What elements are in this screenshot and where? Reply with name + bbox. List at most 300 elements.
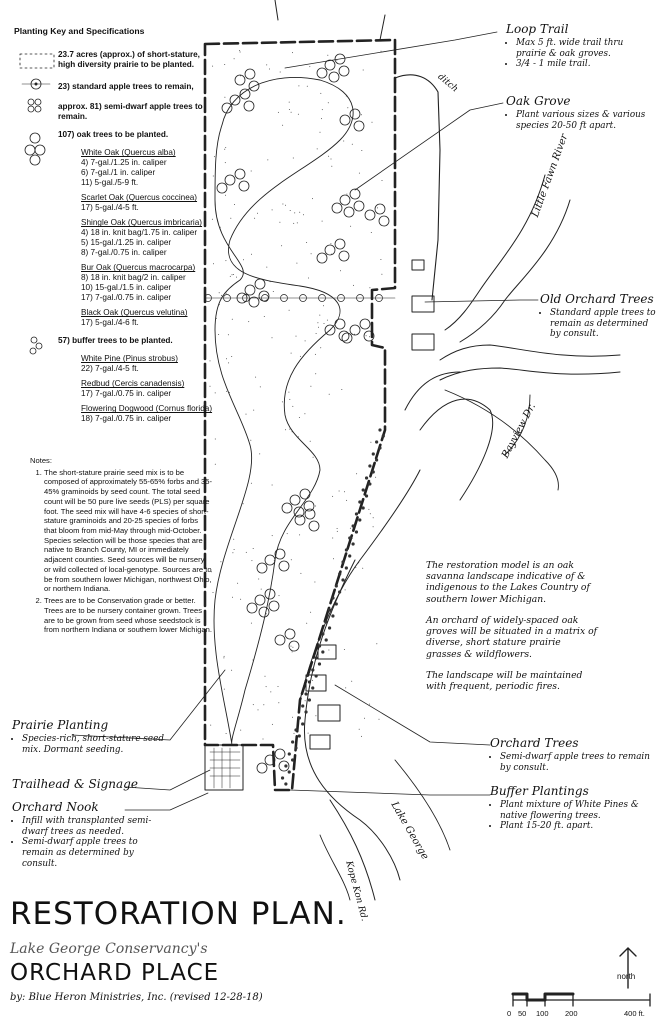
prairie-stipple xyxy=(299,417,300,418)
prairie-stipple xyxy=(231,356,232,357)
river-label: Little Fawn River xyxy=(530,132,571,219)
road-bayview-label: Bayview Dr. xyxy=(500,401,539,461)
oak-tree-symbol xyxy=(350,109,360,119)
prairie-stipple xyxy=(292,651,293,652)
prairie-stipple xyxy=(210,725,211,726)
leader-loop-trail xyxy=(285,32,497,68)
oak-tree-symbol xyxy=(282,503,292,513)
species-spec: 18) 7-gal./0.75 in. caliper xyxy=(81,414,172,424)
buffer-tree-symbol xyxy=(318,644,321,647)
buffer-tree-symbol xyxy=(368,464,371,467)
prairie-stipple xyxy=(268,296,269,297)
buffer-tree-symbol xyxy=(382,434,385,437)
prairie-stipple xyxy=(320,132,321,133)
prairie-stipple xyxy=(269,69,270,70)
key-apple-semi: approx. 81) semi-dwarf apple trees to remain. xyxy=(58,102,203,122)
prairie-stipple xyxy=(221,295,222,296)
prairie-stipple xyxy=(243,503,244,504)
prairie-stipple xyxy=(310,441,311,442)
ditch-label: ditch xyxy=(435,72,460,95)
species-spec: 4) 18 in. knit bag/1.75 in. caliper xyxy=(81,228,198,238)
species-name: Black Oak (Quercus velutina) xyxy=(81,308,188,318)
prairie-stipple xyxy=(289,310,290,311)
buffer-tree-symbol xyxy=(288,752,291,755)
oak-tree-symbol xyxy=(339,66,349,76)
prairie-stipple xyxy=(370,513,371,514)
description-paragraph: An orchard of widely-spaced oak groves will be situated in a matrix of diverse, short stature prairie grasses & wildflowers. xyxy=(426,614,597,660)
prairie-stipple xyxy=(296,336,297,337)
prairie-stipple xyxy=(350,528,351,529)
prairie-stipple xyxy=(307,86,308,87)
buffer-tree-symbol xyxy=(352,524,355,527)
prairie-stipple xyxy=(274,560,275,561)
oak-species-list xyxy=(14,148,204,328)
prairie-stipple xyxy=(225,162,226,163)
prairie-stipple xyxy=(368,548,369,549)
callout-item: • Semi-dwarf apple trees to remain by consult. xyxy=(500,752,650,773)
buffer-tree-symbol xyxy=(351,542,354,545)
ditch-line xyxy=(395,75,440,300)
prairie-stipple xyxy=(279,222,280,223)
key-buffer-total: 57) buffer trees to be planted. xyxy=(58,336,173,346)
species-name: White Pine (Pinus strobus) xyxy=(81,354,178,364)
prairie-stipple xyxy=(289,429,290,430)
prairie-stipple xyxy=(214,156,215,157)
callout-title: Oak Grove xyxy=(506,94,571,108)
planting-key xyxy=(14,26,213,429)
prairie-stipple xyxy=(211,298,212,299)
prairie-stipple xyxy=(315,354,316,355)
callout-item: • Species-rich, short-stature seed mix. Dormant seeding. xyxy=(22,734,182,755)
prairie-stipple xyxy=(313,457,314,458)
property-boundary xyxy=(205,40,395,790)
prairie-stipple xyxy=(328,102,329,103)
oak-tree-symbol xyxy=(317,253,327,263)
prairie-stipple xyxy=(376,643,377,644)
prairie-stipple xyxy=(237,583,238,584)
prairie-stipple xyxy=(263,704,264,705)
callout-title: Trailhead & Signage xyxy=(12,777,138,791)
oak-tree-symbol xyxy=(289,641,299,651)
prairie-stipple xyxy=(332,538,333,539)
prairie-stipple xyxy=(218,334,219,335)
prairie-stipple xyxy=(287,533,288,534)
prairie-stipple xyxy=(354,334,355,335)
scale-tick-400: 400 ft. xyxy=(624,1009,645,1018)
prairie-stipple xyxy=(292,717,293,718)
prairie-stipple xyxy=(219,292,220,293)
oak-tree-symbol xyxy=(332,203,342,213)
prairie-stipple xyxy=(265,676,266,677)
buffer-tree-symbol xyxy=(341,578,344,581)
prairie-stipple xyxy=(346,194,347,195)
oak-tree-symbol xyxy=(325,245,335,255)
prairie-stipple xyxy=(224,656,225,657)
prairie-stipple xyxy=(350,226,351,227)
prairie-stipple xyxy=(278,686,279,687)
prairie-stipple xyxy=(324,323,325,324)
prairie-stipple xyxy=(363,70,364,71)
species-spec: 10) 15-gal./1.5 in. caliper xyxy=(81,283,172,293)
buffer-tree-symbol xyxy=(362,488,365,491)
species-spec: 11) 5-gal./5-9 ft. xyxy=(81,178,139,188)
oak-tree-symbol xyxy=(354,201,364,211)
scale-tick-100: 100 xyxy=(536,1009,549,1018)
oak-tree-symbol xyxy=(225,175,235,185)
notes-heading: Notes: xyxy=(30,456,52,465)
prairie-stipple xyxy=(315,506,316,507)
north-arrow xyxy=(620,948,636,988)
prairie-stipple xyxy=(251,254,252,255)
prairie-stipple xyxy=(328,650,329,651)
prairie-stipple xyxy=(270,281,271,282)
prairie-stipple xyxy=(369,336,370,337)
prairie-stipple xyxy=(289,628,290,629)
oak-species xyxy=(81,193,204,213)
prairie-stipple xyxy=(215,464,216,465)
buffer-tree-symbol xyxy=(291,740,294,743)
prairie-stipple xyxy=(293,223,294,224)
prairie-stipple xyxy=(346,500,347,501)
prairie-stipple xyxy=(321,118,322,119)
plan-title: RESTORATION PLAN. xyxy=(10,896,347,932)
note-1: 1. The short-stature prairie seed mix is to be composed of approximately 55-65% forbs and 35-45% graminoids by seed count. The total seed count will be 50 pure live seeds (PLS) per square foot. The seed mix will have 4-6 species of short-stature graminoids and 20-25 species of forbs that bloom from mid-May through mid-October. Species selection will be those species that are native to Branch County, MI or immediately adjacent counties. Seed sources will be nursery or wild collected of local-genotype. Sources are to be from southern lower Michigan, northwest Ohio, or northern Indiana. xyxy=(44,468,212,594)
prairie-stipple xyxy=(266,613,267,614)
buffer-species xyxy=(81,404,213,424)
prairie-stipple xyxy=(292,52,293,53)
prairie-stipple xyxy=(333,558,334,559)
buffer-species xyxy=(81,354,204,374)
species-spec: 6) 7-gal./1 in. caliper xyxy=(81,168,156,178)
buffer-tree-symbol xyxy=(321,632,324,635)
scale-tick-200: 200 xyxy=(565,1009,578,1018)
prairie-stipple xyxy=(382,180,383,181)
prairie-stipple xyxy=(292,431,293,432)
oak-tree-symbol xyxy=(309,521,319,531)
buffer-tree-symbol xyxy=(331,614,334,617)
prairie-stipple xyxy=(320,93,321,94)
plan-byline: by: Blue Heron Ministries, Inc. (revised 12-28-18) xyxy=(10,992,263,1003)
buffer-tree-symbol xyxy=(298,734,301,737)
oak-tree-symbol xyxy=(340,115,350,125)
buffer-tree-symbol xyxy=(281,776,284,779)
callout-buffer-plantings xyxy=(490,784,650,832)
north-label: north xyxy=(617,972,636,981)
prairie-stipple xyxy=(293,158,294,159)
prairie-stipple xyxy=(285,429,286,430)
river xyxy=(440,345,620,380)
leader-buffer xyxy=(290,790,490,795)
prairie-stipple xyxy=(298,114,299,115)
prairie-stipple xyxy=(264,316,265,317)
prairie-stipple xyxy=(298,85,299,86)
buffer-tree-symbol xyxy=(284,782,287,785)
prairie-stipple xyxy=(258,709,259,710)
prairie-stipple xyxy=(272,337,273,338)
prairie-stipple xyxy=(371,232,372,233)
prairie-stipple xyxy=(216,318,217,319)
prairie-stipple xyxy=(344,491,345,492)
species-spec: 17) 7-gal./0.75 in. caliper xyxy=(81,389,172,399)
callout-old-orchard xyxy=(540,292,658,340)
oak-tree-symbol xyxy=(360,319,370,329)
key-title: Planting Key and Specifications xyxy=(14,26,145,36)
prairie-stipple xyxy=(210,360,211,361)
prairie-stipple xyxy=(308,733,309,734)
buffer-tree-symbol xyxy=(338,572,341,575)
prairie-stipple xyxy=(253,548,254,549)
prairie-stipple xyxy=(259,293,260,294)
prairie-stipple xyxy=(297,222,298,223)
buffer-tree-symbol xyxy=(325,638,328,641)
prairie-stipple xyxy=(318,327,319,328)
prairie-stipple xyxy=(260,386,261,387)
prairie-stipple xyxy=(212,219,213,220)
buffer-tree-symbol xyxy=(328,626,331,629)
prairie-stipple xyxy=(317,322,318,323)
prairie-stipple xyxy=(352,538,353,539)
prairie-stipple xyxy=(233,274,234,275)
prairie-stipple xyxy=(355,567,356,568)
prairie-stipple xyxy=(361,150,362,151)
oak-tree-symbol xyxy=(247,603,257,613)
prairie-stipple xyxy=(273,291,274,292)
leader-old-orchard xyxy=(425,300,538,302)
prairie-stipple xyxy=(272,485,273,486)
buffer-tree-symbol xyxy=(362,506,365,509)
plan-place: ORCHARD PLACE xyxy=(10,960,220,986)
oak-tree-symbol xyxy=(249,297,259,307)
prairie-stipple xyxy=(305,700,306,701)
prairie-stipple xyxy=(344,649,345,650)
note-2: 2. Trees are to be Conservation grade or better. Trees are to be nursery container grown. Trees are to be grown from seed whose seedstock is from northern Indiana or southern lower Michigan. xyxy=(44,596,212,635)
buffer-tree-symbol xyxy=(348,554,351,557)
prairie-stipple xyxy=(324,622,325,623)
species-spec: 17) 5-gal./4-6 ft. xyxy=(81,318,139,328)
prairie-stipple xyxy=(331,166,332,167)
species-spec: 17) 7-gal./0.75 in. caliper xyxy=(81,293,172,303)
callout-title: Orchard Nook xyxy=(12,800,99,814)
oak-species xyxy=(81,148,204,188)
prairie-stipple xyxy=(300,356,301,357)
prairie-stipple xyxy=(257,213,258,214)
scale-tick-0: 0 xyxy=(507,1009,512,1018)
oak-species xyxy=(81,308,204,328)
prairie-stipple xyxy=(310,386,311,387)
prairie-stipple xyxy=(215,439,216,440)
species-spec: 4) 7-gal./1.25 in. caliper xyxy=(81,158,167,168)
prairie-stipple xyxy=(226,733,227,734)
oak-tree-symbol xyxy=(217,183,227,193)
prairie-stipple xyxy=(323,305,324,306)
buffer-tree-symbol xyxy=(308,698,311,701)
oak-tree-symbol xyxy=(379,216,389,226)
buffer-tree-symbol xyxy=(315,674,318,677)
oak-species xyxy=(81,218,204,258)
buffer-species-list xyxy=(14,354,213,424)
buffer-tree-symbol xyxy=(311,686,314,689)
oak-tree-symbol xyxy=(340,195,350,205)
leader-oak-grove xyxy=(355,103,503,190)
prairie-stipple xyxy=(234,204,235,205)
prairie-stipple xyxy=(372,122,373,123)
prairie-stipple xyxy=(307,675,308,676)
buffer-tree-symbol xyxy=(311,668,314,671)
prairie-stipple xyxy=(369,287,370,288)
oak-tree-symbol xyxy=(365,210,375,220)
oak-tree-symbol xyxy=(275,749,285,759)
prairie-stipple xyxy=(251,483,252,484)
buffer-tree-symbol xyxy=(294,728,297,731)
prairie-stipple xyxy=(315,373,316,374)
prairie-stipple xyxy=(253,660,254,661)
prairie-stipple xyxy=(322,221,323,222)
lake-label: Lake George xyxy=(388,800,431,862)
callout-trailhead xyxy=(12,777,152,791)
prairie-stipple xyxy=(266,686,267,687)
oak-tree-symbol xyxy=(259,607,269,617)
prairie-stipple xyxy=(226,293,227,294)
prairie-stipple xyxy=(266,267,267,268)
buffer-tree-symbol xyxy=(341,560,344,563)
prairie-stipple xyxy=(317,148,318,149)
prairie-stipple xyxy=(240,52,241,53)
prairie-stipple xyxy=(232,274,233,275)
prairie-stipple xyxy=(267,159,268,160)
callout-item: • Standard apple trees to remain as determined by consult. xyxy=(550,308,658,340)
buffer-tree-symbol xyxy=(294,746,297,749)
prairie-stipple xyxy=(210,386,211,387)
prairie-stipple xyxy=(236,277,237,278)
prairie-stipple xyxy=(220,561,221,562)
prairie-stipple xyxy=(341,389,342,390)
prairie-stipple xyxy=(240,75,241,76)
plan-subtitle: Lake George Conservancy's xyxy=(10,941,208,957)
prairie-stipple xyxy=(278,112,279,113)
buffer-tree-symbol xyxy=(372,452,375,455)
oak-tree-symbol xyxy=(279,561,289,571)
buffer-tree-symbol xyxy=(355,530,358,533)
oak-tree-symbol xyxy=(342,333,352,343)
prairie-stipple xyxy=(303,214,304,215)
callout-title: Orchard Trees xyxy=(490,736,579,750)
key-apple-standard: 23) standard apple trees to remain, xyxy=(58,82,194,92)
callout-title: Old Orchard Trees xyxy=(540,292,654,306)
prairie-stipple xyxy=(231,670,232,671)
oak-tree-symbol xyxy=(244,101,254,111)
prairie-stipple xyxy=(272,209,273,210)
oak-tree-symbol xyxy=(235,75,245,85)
prairie-stipple xyxy=(261,589,262,590)
prairie-stipple xyxy=(213,592,214,593)
prairie-stipple xyxy=(337,528,338,529)
species-name: Bur Oak (Quercus macrocarpa) xyxy=(81,263,196,273)
scale-tick-50: 50 xyxy=(518,1009,527,1018)
prairie-stipple xyxy=(253,704,254,705)
prairie-stipple xyxy=(212,66,213,67)
prairie-stipple xyxy=(368,509,369,510)
oak-tree-symbol xyxy=(290,495,300,505)
buffer-tree-symbol xyxy=(331,596,334,599)
prairie-stipple xyxy=(294,212,295,213)
buffer-tree-symbol xyxy=(345,548,348,551)
oak-tree-symbol xyxy=(257,563,267,573)
prairie-stipple xyxy=(223,657,224,658)
prairie-stipple xyxy=(289,399,290,400)
prairie-stipple xyxy=(215,392,216,393)
species-spec: 17) 5-gal./4-5 ft. xyxy=(81,203,139,213)
buffer-tree-symbol xyxy=(375,440,378,443)
buffer-tree-symbol xyxy=(368,482,371,485)
prairie-stipple xyxy=(259,453,260,454)
oak-tree-symbol xyxy=(255,595,265,605)
callout-orchard-trees xyxy=(490,736,650,773)
species-name: Scarlet Oak (Quercus coccinea) xyxy=(81,193,198,203)
oak-tree-symbol xyxy=(245,69,255,79)
prairie-stipple xyxy=(300,573,301,574)
buffer-tree-symbol xyxy=(358,518,361,521)
buffer-tree-symbol xyxy=(355,512,358,515)
oak-tree-symbol xyxy=(235,169,245,179)
oak-tree-symbol xyxy=(275,635,285,645)
prairie-stipple xyxy=(230,276,231,277)
prairie-stipple xyxy=(272,535,273,536)
description-paragraph: The landscape will be maintained with frequent, periodic fires. xyxy=(426,669,583,692)
prairie-stipple xyxy=(375,477,376,478)
prairie-stipple xyxy=(291,353,292,354)
prairie-stipple xyxy=(331,159,332,160)
callout-prairie-planting xyxy=(12,718,182,755)
buffer-tree-symbol xyxy=(338,590,341,593)
buffer-tree-symbol xyxy=(378,446,381,449)
prairie-stipple xyxy=(282,401,283,402)
buffer-tree-symbol xyxy=(304,710,307,713)
callout-item: • Plant various sizes & various species 20-50 ft apart. xyxy=(516,110,656,131)
buffer-tree-symbol xyxy=(284,764,287,767)
oak-tree-symbol xyxy=(375,204,385,214)
prairie-stipple xyxy=(306,623,307,624)
callout-item: • 3/4 - 1 mile trail. xyxy=(516,59,656,70)
prairie-stipple xyxy=(270,691,271,692)
callout-item: • Plant mixture of White Pines & native flowering trees. xyxy=(500,800,650,821)
prairie-stipple xyxy=(340,270,341,271)
prairie-stipple xyxy=(306,242,307,243)
prairie-stipple xyxy=(248,321,249,322)
prairie-stipple xyxy=(232,552,233,553)
prairie-stipple xyxy=(232,597,233,598)
species-name: Flowering Dogwood (Cornus florida) xyxy=(81,404,213,414)
prairie-stipple xyxy=(353,285,354,286)
prairie-stipple xyxy=(336,60,337,61)
oak-tree-symbol xyxy=(325,60,335,70)
prairie-stipple xyxy=(320,347,321,348)
oak-species xyxy=(81,263,204,303)
prairie-stipple xyxy=(289,109,290,110)
description-paragraph: The restoration model is an oak savanna landscape indicative of & indigenous to the Lakes Country of southern lower Michigan. xyxy=(426,560,590,605)
oak-tree-symbol xyxy=(300,489,310,499)
callout-title: Buffer Plantings xyxy=(490,784,589,798)
buffer-tree-symbol xyxy=(308,680,311,683)
buffer-tree-symbol xyxy=(315,656,318,659)
prairie-stipple xyxy=(366,335,367,336)
prairie-stipple xyxy=(289,102,290,103)
prairie-stipple xyxy=(282,125,283,126)
callout-orchard-nook xyxy=(12,800,162,870)
oak-tree-symbol xyxy=(350,325,360,335)
prairie-stipple xyxy=(246,552,247,553)
prairie-stipple xyxy=(356,473,357,474)
prairie-stipple xyxy=(361,114,362,115)
